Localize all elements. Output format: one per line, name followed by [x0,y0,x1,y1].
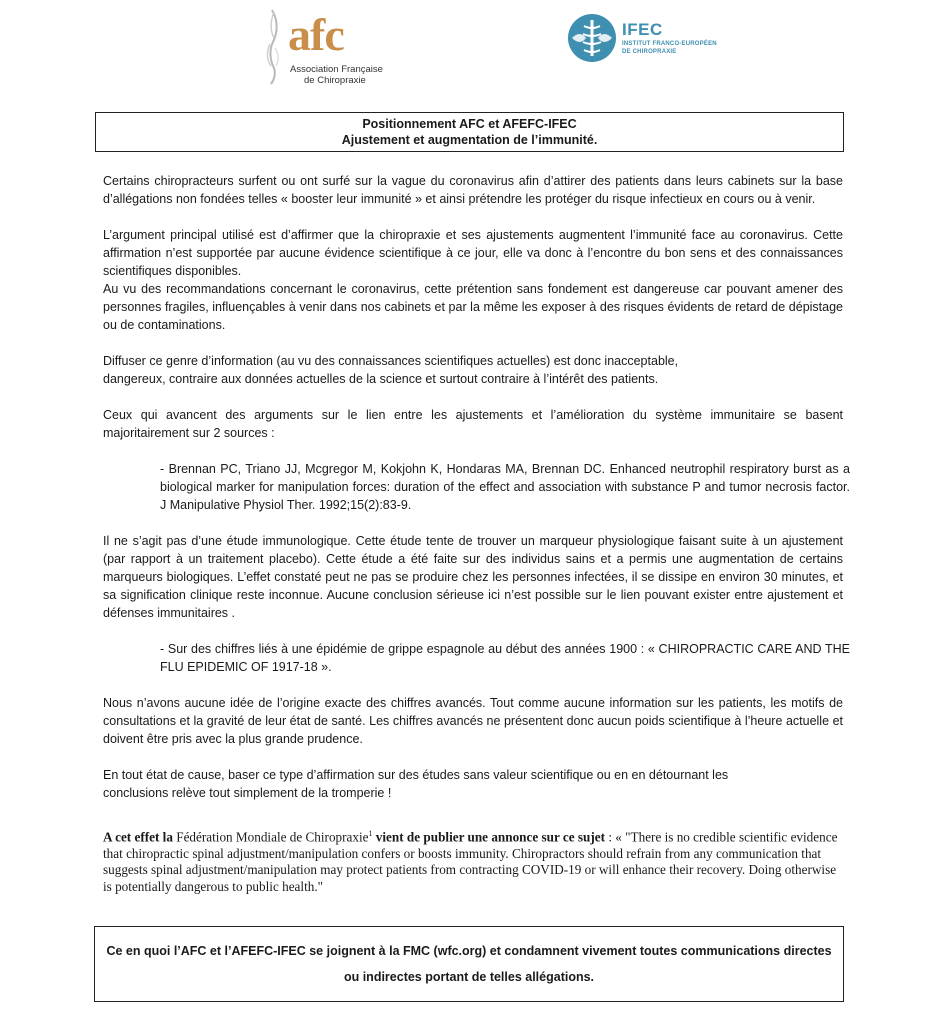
spine-emblem-icon [566,12,618,64]
paragraph-recommendations: Au vu des recommandations concernant le coronavirus, cette prétention sans fondement est dangereuse car pouvant amener des personnes fragiles, influençables à venir dans nos cabinets et par la même les exposer à des risques évidents de retard de dépistage ou de contaminations. [103,282,843,332]
quote-mid: vient de publier une annonce sur ce sujet [375,829,606,845]
document-subtitle: Ajustement et augmentation de l’immunité. [341,133,598,147]
afc-logo-word: afc [288,9,344,60]
afc-logo-line1: Association Française [290,64,383,75]
paragraph-intro: Certains chiropracteurs surfent ou ont surfé sur la vague du coronavirus afin d’attirer des patients dans leurs cabinets sur la base d’allégations non fondées telles « booster leur immunité » et ainsi prétendre les protéger du risque infectieux en cours ou à venir. [103,174,843,206]
reference-brennan: - Brennan PC, Triano JJ, Mcgregor M, Kokjohn K, Hondaras MA, Brennan DC. Enhanced neutrophil respiratory burst as a biological marker for manipulation forces: duration of the effect and association with substance P and tumor necrosis factor. J Manipulative Physiol Ther. 1992;15(2):83-9. [160,462,850,512]
conclusion-line1: Ce en quoi l’AFC et l’AFEFC-IFEC se joignent à la FMC (wfc.org) et condamnent vivement toutes communications directes [106,944,832,958]
title-box [95,112,844,152]
paragraph-study-analysis: Il ne s’agit pas d’une étude immunologique. Cette étude tente de trouver un marqueur physiologique faisant suite à un ajustement (par rapport à un traitement placebo). Cette étude a été faite sur des individus sains et a permis une augmentation de certains marqueurs biologiques. L’effet constaté peut ne pas se produire chez les personnes infectées, il se dissipe en environ 30 minutes, et sa signification clinique reste inconnue. Aucune conclusion sérieuse ici n’est possible sur le lien pouvant exister entre ajustement et défenses immunitaires . [103,534,843,620]
afc-logo-line2: de Chiropraxie [304,75,366,86]
paragraph-diffusion: Diffuser ce genre d’information (au vu des connaissances scientifiques actuelles) est donc inacceptable, dangereux, contraire aux données actuelles de la science et surtout contraire à l’intérêt des patients. [103,354,679,386]
wfc-org-name: Fédération Mondiale de Chiropraxie [176,829,369,845]
document-title: Positionnement AFC et AFEFC-IFEC [362,117,577,131]
quote-text: « "There is no credible scientific evidence that chiropractic spinal adjustment/manipulation confers or boosts immunity. Chiropractors should refrain from any communication that suggests spinal adjustment/manipulation may protect patients from contracting COVID-19 or will enhance their recovery. Doing otherwise is potentially dangerous to public health." [103,829,838,894]
paragraph-sources: Ceux qui avancent des arguments sur le lien entre les ajustements et l’amélioration du système immunitaire se basent majoritairement sur 2 sources : [103,408,843,440]
afc-logo [258,8,398,86]
quote-colon: : [605,829,612,845]
conclusion-line2: ou indirectes portant de telles allégations. [343,970,595,984]
quote-lead: A cet effet la [103,829,173,845]
ifec-logo-word: IFEC [622,20,663,39]
paragraph-argument: L’argument principal utilisé est d’affirmer que la chiropraxie et ses ajustements augmentent l’immunité face au coronavirus. Cette affirmation n’est supportée par aucune évidence scientifique à ce jour, elle va donc à l’encontre du bon sens et des connaissances scientifiques disponibles. [103,228,843,278]
ifec-logo [566,12,716,72]
reference-flu-epidemic: - Sur des chiffres liés à une épidémie de grippe espagnole au début des années 1900 : « CHIROPRACTIC CARE AND THE FLU EPIDEMIC OF 1917-18 ». [160,642,850,674]
footnote-mark: 1 [368,829,373,838]
wfc-quote [103,826,843,895]
ifec-logo-line1: INSTITUT FRANCO-EUROPÉEN [622,41,717,47]
paragraph-figures: Nous n’avons aucune idée de l’origine exacte des chiffres avancés. Tout comme aucune information sur les patients, les motifs de consultations et la gravité de leur état de santé. Les chiffres avancés ne présentent donc aucun poids scientifique à l’heure actuelle et doivent être pris avec la plus grande prudence. [103,696,843,746]
conclusion-box [94,926,844,1002]
ifec-logo-line2: DE CHIROPRAXIE [622,49,677,55]
paragraph-deception: En tout état de cause, baser ce type d’affirmation sur des études sans valeur scientifique ou en en détournant les conclusions relève tout simplement de la tromperie ! [103,768,729,800]
feather-icon [258,8,286,86]
